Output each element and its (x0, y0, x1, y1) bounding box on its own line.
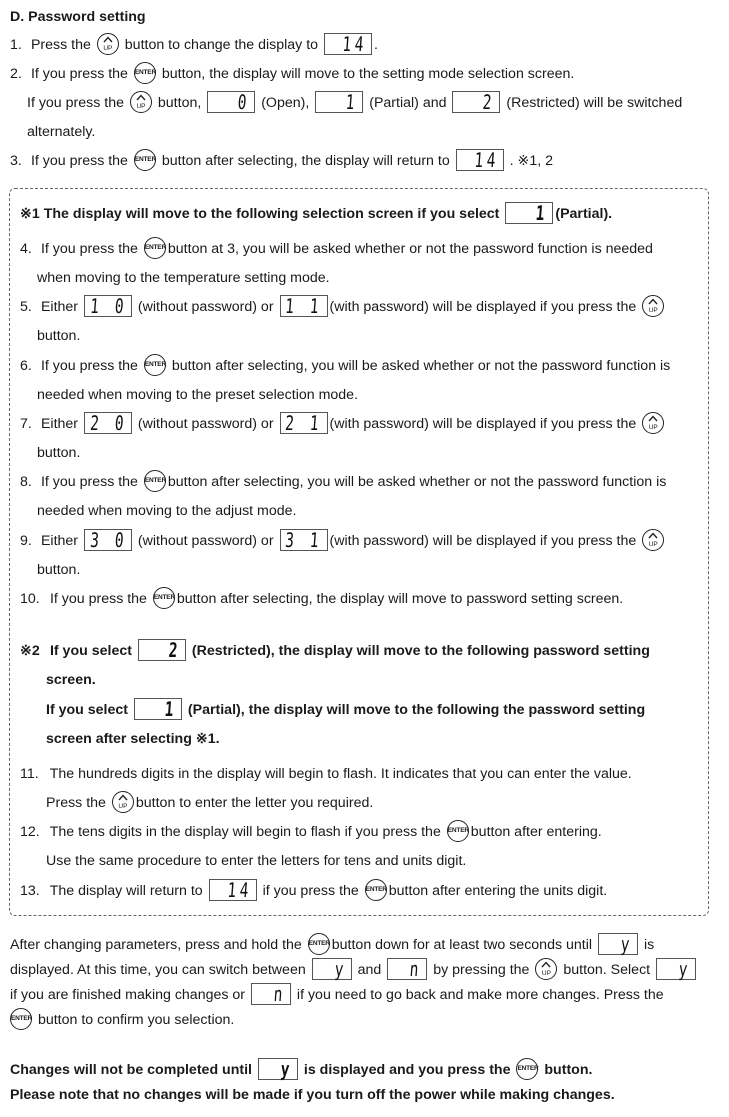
step-text: . (374, 37, 378, 53)
step-text: If you press the (40, 474, 138, 490)
step-10 (20, 586, 623, 612)
step-2-cont2: alternately. (27, 124, 96, 140)
display-3-0: 3 0 (84, 529, 132, 551)
step-text: (Partial) and (369, 95, 447, 111)
after-line-2 (10, 957, 698, 983)
display-1: 1 (134, 698, 182, 720)
step-text: button after selecting, you will be asked whether or not the password function is (171, 358, 671, 374)
enter-button-icon: ENTER (134, 62, 156, 84)
display-1: 1 (315, 91, 363, 113)
para-text: button. Select (563, 962, 651, 978)
step-text: . ※1, 2 (509, 153, 554, 169)
enter-button-icon: ENTER (144, 237, 166, 259)
display-0: 0 (207, 91, 255, 113)
step-5 (20, 294, 666, 320)
step-text: Either (40, 533, 79, 549)
enter-button-icon: ENTER (365, 879, 387, 901)
step-13 (20, 878, 607, 904)
step-8-cont: needed when moving to the adjust mode. (37, 503, 297, 519)
display-y: y (656, 958, 696, 980)
enter-button-icon: ENTER (308, 933, 330, 955)
step-text: button after entering. (470, 824, 602, 840)
display-14: 14 (209, 879, 257, 901)
step-11 (20, 761, 632, 787)
note-2 (20, 638, 650, 664)
step-text: Press the (46, 795, 106, 811)
step-1 (10, 32, 378, 58)
up-button-icon: UP (535, 958, 557, 980)
step-7 (20, 411, 666, 437)
step-12-cont: Use the same procedure to enter the letters for tens and units digit. (46, 853, 467, 869)
para-text: if you need to go back and make more changes. Press the (296, 987, 664, 1003)
step-12 (20, 819, 602, 845)
para-text: and (357, 962, 382, 978)
enter-button-icon: ENTER (144, 354, 166, 376)
enter-button-icon: ENTER (10, 1008, 32, 1030)
up-button-icon: UP (642, 529, 664, 551)
enter-button-icon: ENTER (447, 820, 469, 842)
step-text: button at 3, you will be asked whether or not the password function is needed (167, 241, 653, 257)
step-2-cont (27, 90, 682, 116)
warning-text: is displayed and you press the (303, 1062, 511, 1078)
step-number: 10. (20, 591, 40, 607)
step-text: The tens digits in the display will begin to flash if you press the (49, 824, 441, 840)
step-text: If you press the (30, 66, 128, 82)
step-text: (with password) will be displayed if you press the (329, 533, 637, 549)
note-mark: ※2 (20, 643, 40, 659)
final-line-1 (10, 1057, 592, 1083)
step-2 (10, 61, 574, 87)
enter-button-icon: ENTER (144, 470, 166, 492)
display-n: n (387, 958, 427, 980)
up-button-icon: UP (97, 33, 119, 55)
up-button-icon: UP (112, 791, 134, 813)
note-2-line2 (46, 697, 645, 723)
display-1: 1 (505, 202, 553, 224)
step-number: 3. (10, 153, 22, 169)
step-text: Either (40, 299, 79, 315)
note-text: If you select (46, 702, 129, 718)
step-number: 6. (20, 358, 32, 374)
para-text: After changing parameters, press and hold the (10, 937, 302, 953)
after-line-1 (10, 932, 654, 958)
step-3 (10, 148, 553, 174)
display-2-0: 2 0 (84, 412, 132, 434)
note-text: ※1 The display will move to the following selection screen if you select (20, 206, 500, 222)
step-text: button to enter the letter you required. (135, 795, 374, 811)
step-text: button after selecting, you will be asked whether or not the password function is (167, 474, 667, 490)
step-text: button after selecting, the display will move to password setting screen. (176, 591, 624, 607)
step-text: If you press the (40, 358, 138, 374)
warning-text: Changes will not be completed until (10, 1062, 252, 1078)
step-number: 1. (10, 37, 22, 53)
step-text: (with password) will be displayed if you press the (329, 416, 637, 432)
step-text: Either (40, 416, 79, 432)
step-5-cont: button. (37, 328, 81, 344)
display-n: n (251, 983, 291, 1005)
step-text: If you press the (27, 95, 124, 111)
note-text: If you select (49, 643, 132, 659)
display-2: 2 (452, 91, 500, 113)
para-text: button down for at least two seconds until (331, 937, 593, 953)
step-9-cont: button. (37, 562, 81, 578)
step-4 (20, 236, 653, 262)
after-line-4 (10, 1007, 234, 1033)
para-text: button to confirm you selection. (37, 1012, 235, 1028)
after-line-3 (10, 982, 664, 1008)
step-text: if you press the (262, 883, 359, 899)
step-number: 5. (20, 299, 32, 315)
step-text: (without password) or (137, 533, 274, 549)
step-text: (Open), (261, 95, 310, 111)
step-text: (without password) or (137, 299, 274, 315)
display-1-0: 1 0 (84, 295, 132, 317)
step-text: button to change the display to (124, 37, 319, 53)
enter-button-icon: ENTER (516, 1058, 538, 1080)
step-text: If you press the (49, 591, 147, 607)
enter-button-icon: ENTER (153, 587, 175, 609)
step-number: 12. (20, 824, 40, 840)
display-y: y (598, 933, 638, 955)
step-number: 9. (20, 533, 32, 549)
display-1-1: 1 1 (280, 295, 328, 317)
step-text: If you press the (40, 241, 138, 257)
step-text: button, the display will move to the setting mode selection screen. (161, 66, 575, 82)
note-text: (Partial). (555, 206, 613, 222)
step-8 (20, 469, 666, 495)
para-text: displayed. At this time, you can switch between (10, 962, 306, 978)
step-text: The hundreds digits in the display will begin to flash. It indicates that you can enter the value. (49, 766, 632, 782)
step-number: 4. (20, 241, 32, 257)
note-2-cont: screen. (46, 672, 96, 688)
note-text: (Restricted), the display will move to the following password setting (191, 643, 650, 659)
final-line-2: Please note that no changes will be made if you turn off the power while making changes. (10, 1087, 615, 1103)
step-number: 2. (10, 66, 22, 82)
step-text: (Restricted) will be switched (506, 95, 683, 111)
step-6 (20, 353, 670, 379)
step-number: 8. (20, 474, 32, 490)
up-button-icon: UP (130, 91, 152, 113)
up-button-icon: UP (642, 412, 664, 434)
step-11-cont (46, 790, 373, 816)
para-text: is (643, 937, 655, 953)
display-y: y (258, 1058, 298, 1080)
step-text: button after entering the units digit. (388, 883, 608, 899)
up-button-icon: UP (642, 295, 664, 317)
step-text: The display will return to (49, 883, 203, 899)
enter-button-icon: ENTER (134, 149, 156, 171)
display-14: 14 (456, 149, 504, 171)
warning-text: button. (544, 1062, 593, 1078)
step-text: (without password) or (137, 416, 274, 432)
step-number: 13. (20, 883, 40, 899)
step-text: button after selecting, the display will return to (161, 153, 450, 169)
step-text: button, (157, 95, 202, 111)
step-number: 11. (20, 766, 39, 782)
step-text: Press the (30, 37, 91, 53)
step-4-cont: when moving to the temperature setting mode. (37, 270, 330, 286)
step-text: If you press the (30, 153, 128, 169)
display-2: 2 (138, 639, 186, 661)
note-2-line3: screen after selecting ※1. (46, 731, 220, 747)
note-text: (Partial), the display will move to the following the password setting (187, 702, 646, 718)
section-title: D. Password setting (10, 9, 146, 25)
note-1 (20, 201, 612, 227)
para-text: if you are finished making changes or (10, 987, 246, 1003)
display-y: y (312, 958, 352, 980)
display-14: 14 (324, 33, 372, 55)
step-7-cont: button. (37, 445, 81, 461)
step-6-cont: needed when moving to the preset selection mode. (37, 387, 358, 403)
display-3-1: 3 1 (280, 529, 328, 551)
step-text: (with password) will be displayed if you press the (329, 299, 637, 315)
step-9 (20, 528, 666, 554)
step-number: 7. (20, 416, 32, 432)
display-2-1: 2 1 (280, 412, 328, 434)
para-text: by pressing the (433, 962, 530, 978)
